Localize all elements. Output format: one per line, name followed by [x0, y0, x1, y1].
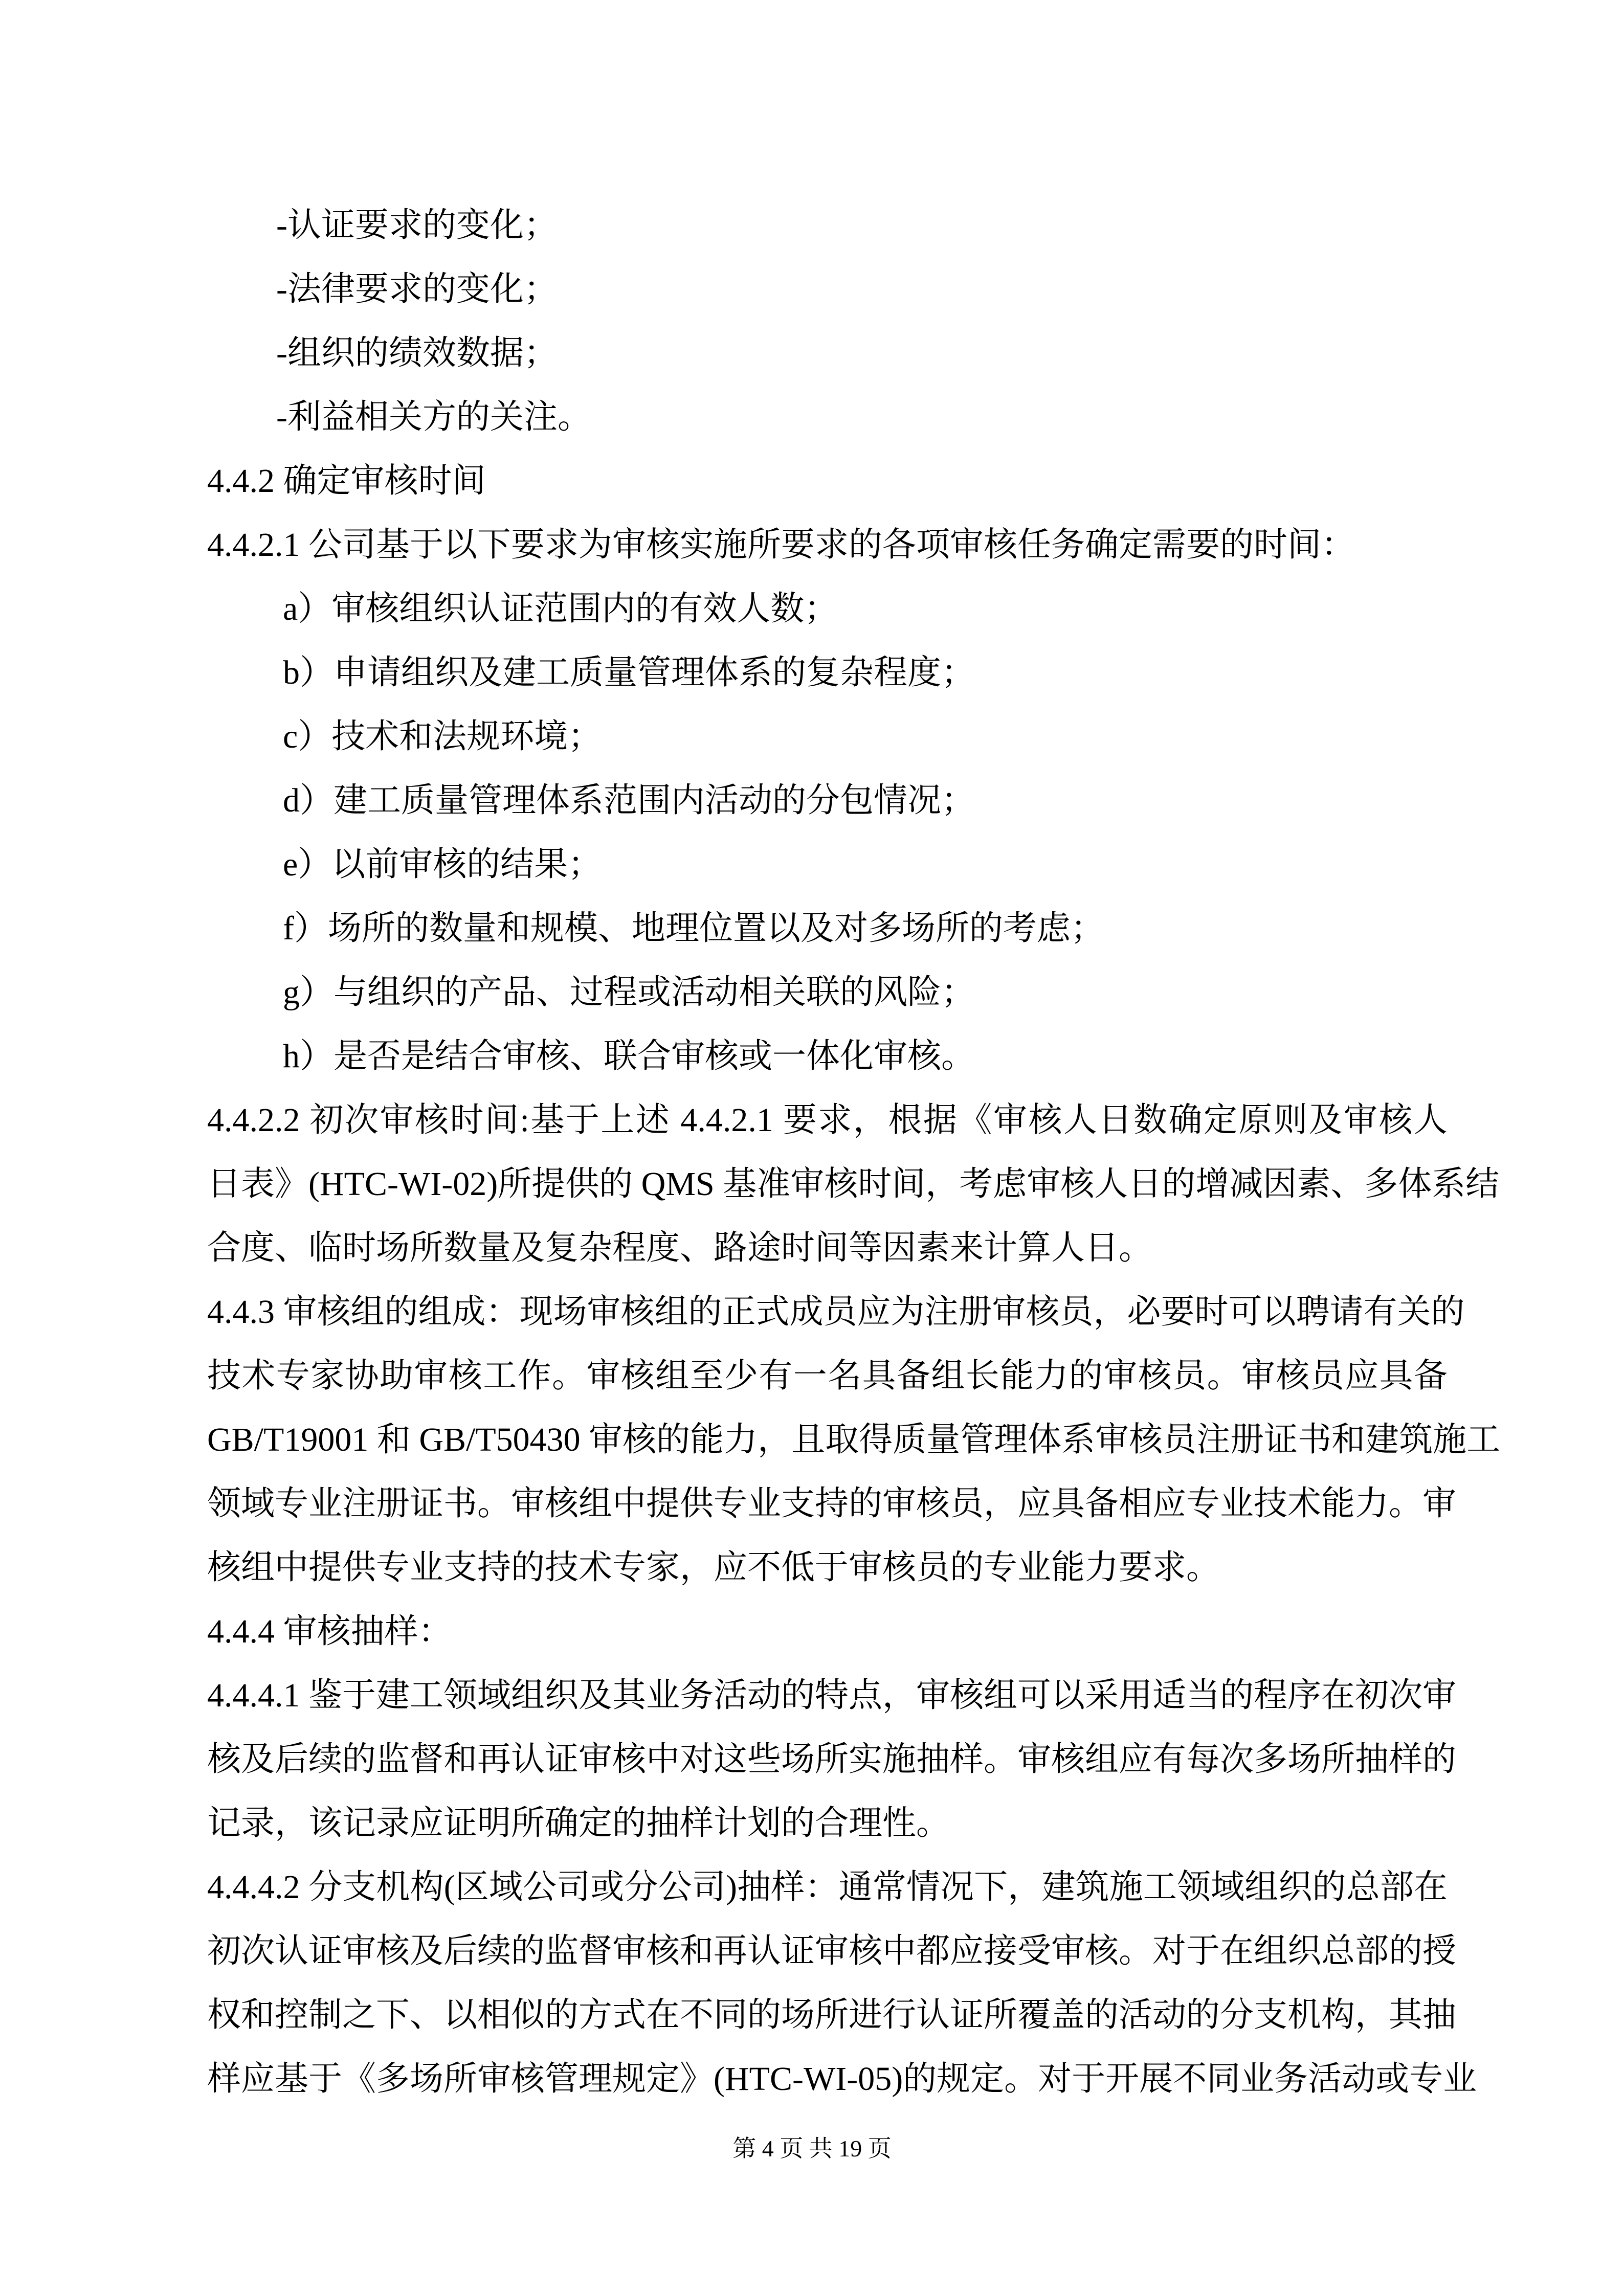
lettered-item-a: a）审核组织认证范围内的有效人数； — [283, 590, 838, 627]
page-number-indicator: 第 4 页 共 19 页 — [732, 2135, 892, 2162]
clause-4-4-3-line: 核组中提供专业支持的技术专家，应不低于审核员的专业能力要求。 — [207, 1549, 1220, 1586]
clause-4-4-4-1-line: 核及后续的监督和再认证审核中对这些场所实施抽样。审核组应有每次多场所抽样的 — [207, 1741, 1456, 1778]
clause-4-4-4-2-line: 初次认证审核及后续的监督审核和再认证审核中都应接受审核。对于在组织总部的授 — [207, 1932, 1456, 1970]
lettered-item-g: g）与组织的产品、过程或活动相关联的风险； — [283, 974, 975, 1011]
dash-list-item: -组织的绩效数据； — [276, 334, 558, 372]
lettered-item-f: f）场所的数量和规模、地理位置以及对多场所的考虑； — [283, 910, 1104, 947]
section-heading-4-4-2: 4.4.2 确定审核时间 — [207, 462, 486, 500]
clause-4-4-3-line: 4.4.3 审核组的组成：现场审核组的正式成员应为注册审核员，必要时可以聘请有关的 — [207, 1293, 1465, 1331]
clause-4-4-2-2-line: 合度、临时场所数量及复杂程度、路途时间等因素来计算人日。 — [207, 1229, 1152, 1267]
clause-4-4-2-2-line: 4.4.2.2 初次审核时间:基于上述 4.4.2.1 要求，根据《审核人日数确定原则及审核人 — [207, 1101, 1448, 1139]
document-body — [207, 193, 1501, 2111]
dash-list-item: -认证要求的变化； — [276, 207, 558, 244]
lettered-item-b: b）申请组织及建工质量管理体系的复杂程度； — [283, 654, 975, 691]
clause-4-4-2-2-line: 日表》(HTC-WI-02)所提供的 QMS 基准审核时间，考虑审核人日的增减因素、多体系结 — [207, 1165, 1500, 1203]
dash-list-item: -利益相关方的关注。 — [276, 398, 591, 436]
clause-4-4-4-1-line: 记录，该记录应证明所确定的抽样计划的合理性。 — [207, 1805, 950, 1842]
lettered-item-e: e）以前审核的结果； — [283, 846, 602, 883]
lettered-item-c: c）技术和法规环境； — [283, 718, 602, 755]
clause-4-4-4-2-line: 权和控制之下、以相似的方式在不同的场所进行认证所覆盖的活动的分支机构，其抽 — [207, 1996, 1456, 2034]
section-heading-4-4-4: 4.4.4 审核抽样： — [207, 1613, 452, 1650]
clause-4-4-4-1-line: 4.4.4.1 鉴于建工领域组织及其业务活动的特点，审核组可以采用适当的程序在初次审 — [207, 1677, 1456, 1714]
clause-4-4-3-line: 领域专业注册证书。审核组中提供专业支持的审核员，应具备相应专业技术能力。审 — [207, 1485, 1456, 1522]
clause-4-4-3-line: 技术专家协助审核工作。审核组至少有一名具备组长能力的审核员。审核员应具备 — [207, 1357, 1448, 1394]
clause-4-4-4-2-line: 4.4.4.2 分支机构(区域公司或分公司)抽样：通常情况下，建筑施工领域组织的总部在 — [207, 1869, 1448, 1906]
dash-list-item: -法律要求的变化； — [276, 271, 558, 308]
clause-4-4-3-line: GB/T19001 和 GB/T50430 审核的能力，且取得质量管理体系审核员注册证书和建筑施工 — [207, 1421, 1501, 1458]
lettered-item-d: d）建工质量管理体系范围内活动的分包情况； — [283, 782, 975, 819]
clause-4-4-4-2-line: 样应基于《多场所审核管理规定》(HTC-WI-05)的规定。对于开展不同业务活动或专业 — [207, 2060, 1477, 2098]
lettered-item-h: h）是否是结合审核、联合审核或一体化审核。 — [283, 1038, 975, 1075]
page-footer — [0, 2133, 1624, 2164]
clause-4-4-2-1-line: 4.4.2.1 公司基于以下要求为审核实施所要求的各项审核任务确定需要的时间： — [207, 526, 1355, 564]
